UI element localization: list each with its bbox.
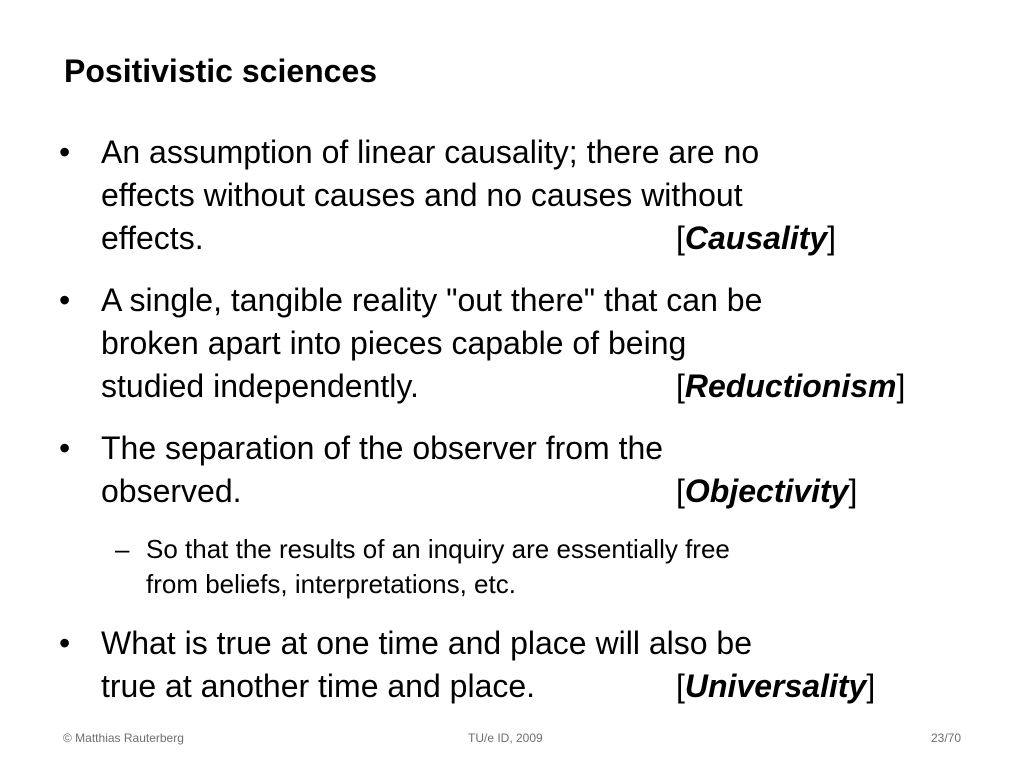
bullet-text-line: [101, 665, 981, 708]
tag-close-bracket: ]: [866, 668, 876, 704]
bullet-text-line: [101, 470, 981, 513]
bullet-text-line: The separation of the observer from the: [101, 430, 664, 466]
tag-open-bracket: [: [676, 473, 685, 509]
keyword-tag: [676, 470, 857, 513]
bullet-marker: •: [59, 282, 71, 318]
bullet-text: studied independently.: [101, 368, 419, 404]
keyword-tag: [676, 217, 836, 260]
tag-close-bracket: ]: [896, 368, 906, 404]
bullet-text-line: An assumption of linear causality; there are no: [101, 134, 760, 170]
footer-page-number: 23/70: [930, 731, 961, 745]
bullet-marker: •: [59, 430, 71, 466]
bullet-text-line: effects without causes and no causes without: [101, 177, 743, 213]
tag-close-bracket: ]: [827, 220, 837, 256]
bullet-text: true at another time and place.: [101, 668, 536, 704]
tag-close-bracket: ]: [848, 473, 858, 509]
footer-course: TU/e ID, 2009: [468, 731, 543, 745]
bullet-text-line: [101, 365, 981, 408]
tag-keyword-objectivity: Objectivity: [684, 473, 849, 509]
bullet-text-line: A single, tangible reality "out there" that can be: [101, 282, 763, 318]
sub-bullet-marker: –: [115, 534, 130, 564]
footer-copyright: © Matthias Rauterberg: [63, 731, 184, 745]
bullet-text-line: broken apart into pieces capable of being: [101, 325, 687, 361]
bullet-universality: [59, 622, 981, 708]
bullet-causality: [59, 131, 981, 260]
sub-bullet-text-line: So that the results of an inquiry are essentially free: [146, 534, 730, 564]
bullet-reductionism: [59, 279, 981, 408]
tag-open-bracket: [: [676, 368, 685, 404]
tag-open-bracket: [: [676, 668, 685, 704]
bullet-text-line: [101, 217, 981, 260]
bullet-marker: •: [59, 625, 71, 661]
tag-keyword-universality: Universality: [684, 668, 867, 704]
bullet-marker: •: [59, 134, 71, 170]
bullet-text-line: What is true at one time and place will also be: [101, 625, 752, 661]
keyword-tag: [676, 665, 875, 708]
tag-keyword-reductionism: Reductionism: [684, 368, 897, 404]
sub-bullet-text-line: from beliefs, interpretations, etc.: [146, 569, 516, 599]
bullet-objectivity: [59, 427, 981, 513]
bullet-text: observed.: [101, 473, 242, 509]
sub-bullet-objectivity: [115, 532, 966, 602]
tag-open-bracket: [: [676, 220, 685, 256]
bullet-text: effects.: [101, 220, 204, 256]
tag-keyword-causality: Causality: [684, 220, 828, 256]
keyword-tag: [676, 365, 905, 408]
slide-title: Positivistic sciences: [64, 53, 378, 89]
